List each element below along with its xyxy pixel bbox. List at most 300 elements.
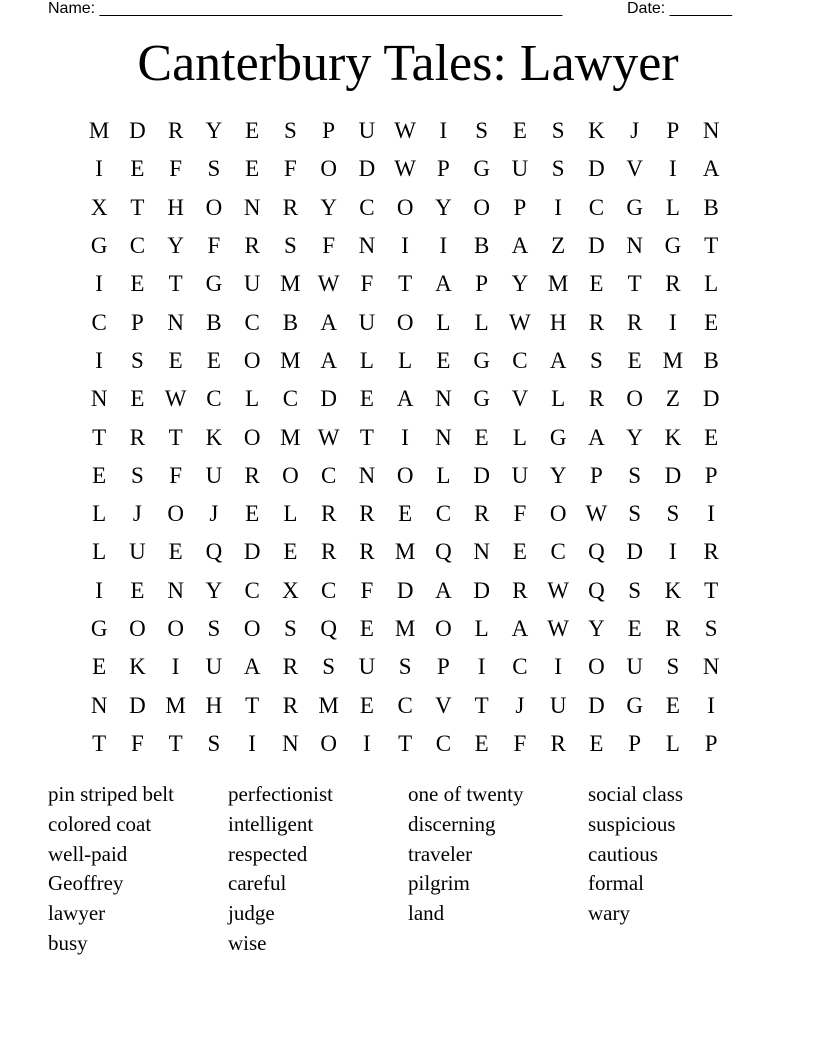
grid-letter: T <box>359 424 374 450</box>
grid-letter: L <box>665 194 680 220</box>
grid-letter: Y <box>167 233 184 259</box>
grid-letter: E <box>168 539 183 565</box>
grid-letter: T <box>168 424 183 450</box>
grid-letter: L <box>398 347 413 373</box>
grid-letter: A <box>549 347 567 373</box>
grid-letter: W <box>547 577 569 603</box>
grid-letter: C <box>244 577 260 603</box>
grid-letter: D <box>129 118 146 144</box>
grid-letter: E <box>589 730 604 756</box>
grid-letter: L <box>474 309 489 335</box>
grid-letter: E <box>589 271 604 297</box>
grid-letter: W <box>317 271 340 297</box>
word-list-item: one of twenty <box>408 782 524 806</box>
grid-letter: E <box>627 347 642 373</box>
word-list-item: cautious <box>588 841 658 866</box>
grid-letter: M <box>165 692 186 718</box>
grid-letter: C <box>397 692 413 718</box>
grid-letter: N <box>167 577 184 603</box>
grid-letter: Q <box>320 616 337 641</box>
grid-letter: I <box>439 233 448 259</box>
grid-letter: S <box>628 577 642 603</box>
word-list-item: pin striped belt <box>48 782 174 806</box>
grid-letter: I <box>401 233 409 259</box>
grid-letter: S <box>322 654 336 680</box>
word-list-item: suspicious <box>588 811 676 836</box>
word-list-item: land <box>408 901 445 926</box>
grid-letter: C <box>320 462 337 488</box>
grid-letter: S <box>551 156 565 182</box>
grid-letter: A <box>435 271 452 297</box>
grid-letter: R <box>282 692 299 718</box>
grid-letter: B <box>473 233 490 259</box>
grid-letter: O <box>129 616 146 641</box>
grid-letter: I <box>95 271 103 297</box>
grid-letter: G <box>90 616 108 641</box>
grid-letter: J <box>209 501 219 527</box>
word-list-item: careful <box>228 871 287 896</box>
grid-letter: N <box>90 386 108 412</box>
grid-letter: Z <box>665 386 680 412</box>
grid-letter: T <box>398 271 413 297</box>
grid-letter: I <box>669 156 677 182</box>
grid-letter: H <box>549 309 567 335</box>
grid-letter: R <box>703 539 719 565</box>
grid-letter: T <box>245 692 260 718</box>
grid-letter: I <box>248 730 256 756</box>
grid-letter: U <box>549 692 567 718</box>
grid-letter: R <box>244 462 260 488</box>
grid-letter: R <box>244 233 260 259</box>
grid-letter: E <box>359 616 374 641</box>
grid-letter: C <box>588 194 605 220</box>
grid-letter: W <box>394 118 416 144</box>
grid-letter: O <box>626 386 643 412</box>
grid-letter: B <box>703 194 719 220</box>
grid-letter: O <box>282 462 299 488</box>
grid-letter: C <box>244 309 260 335</box>
grid-letter: E <box>512 539 527 565</box>
grid-letter: T <box>92 730 107 756</box>
grid-letter: E <box>245 118 260 144</box>
grid-letter: W <box>509 309 531 335</box>
grid-letter: P <box>628 730 642 756</box>
grid-letter: I <box>171 654 180 680</box>
grid-letter: Q <box>588 577 605 603</box>
word-list-item: pilgrim <box>408 871 470 896</box>
grid-letter: N <box>282 730 299 756</box>
grid-letter: D <box>588 233 605 259</box>
grid-letter: L <box>512 424 527 450</box>
grid-letter: I <box>707 501 715 527</box>
grid-letter: I <box>95 156 103 182</box>
grid-letter: W <box>547 616 569 641</box>
word-list-item: colored coat <box>48 811 152 836</box>
grid-letter: S <box>130 347 144 373</box>
grid-letter: C <box>435 730 452 756</box>
grid-letter: S <box>283 118 297 144</box>
grid-letter: O <box>396 462 414 488</box>
grid-letter: L <box>92 501 107 527</box>
grid-letter: I <box>95 347 103 373</box>
word-list-item: traveler <box>408 841 473 866</box>
grid-letter: Y <box>205 118 223 144</box>
grid-letter: O <box>549 501 567 527</box>
grid-letter: Y <box>511 271 529 297</box>
grid-letter: N <box>626 233 643 259</box>
grid-letter: D <box>702 386 720 412</box>
grid-letter: D <box>626 539 643 565</box>
grid-letter: U <box>358 309 376 335</box>
grid-letter: C <box>435 501 452 527</box>
grid-letter: B <box>206 309 222 335</box>
grid-letter: N <box>435 386 452 412</box>
word-list-item: perfectionist <box>228 782 333 806</box>
word-list-item: busy <box>48 930 88 955</box>
grid-letter: S <box>666 654 680 680</box>
word-list-item: Geoffrey <box>48 871 124 896</box>
grid-letter: U <box>243 271 261 297</box>
grid-letter: I <box>95 577 103 603</box>
grid-letter: T <box>627 271 642 297</box>
grid-letter: S <box>666 501 680 527</box>
grid-letter: D <box>588 692 605 718</box>
grid-letter: T <box>130 194 145 220</box>
grid-letter: C <box>282 386 299 412</box>
date-field-label: Date: _______ <box>627 0 732 17</box>
grid-letter: E <box>130 271 145 297</box>
grid-letter: C <box>320 577 337 603</box>
grid-letter: T <box>704 577 719 603</box>
grid-letter: T <box>168 271 183 297</box>
grid-letter: A <box>511 233 529 259</box>
grid-letter: E <box>283 539 298 565</box>
grid-letter: K <box>664 424 682 450</box>
grid-letter: F <box>513 730 527 756</box>
grid-letter: F <box>169 156 183 182</box>
grid-letter: A <box>320 309 337 335</box>
grid-letter: A <box>588 424 605 450</box>
grid-letter: E <box>168 347 183 373</box>
grid-letter: D <box>320 386 337 412</box>
grid-letter: E <box>130 577 145 603</box>
grid-letter: O <box>435 616 452 641</box>
grid-letter: C <box>206 386 222 412</box>
grid-letter: D <box>664 462 682 488</box>
grid-letter: Z <box>551 233 566 259</box>
grid-letter: N <box>435 424 452 450</box>
grid-letter: P <box>436 654 450 680</box>
grid-letter: E <box>474 424 489 450</box>
grid-letter: P <box>666 118 680 144</box>
grid-letter: E <box>665 692 680 718</box>
grid-letter: K <box>205 424 223 450</box>
header <box>0 0 816 20</box>
grid-letter: R <box>473 501 490 527</box>
grid-letter: D <box>588 156 605 182</box>
grid-letter: Y <box>626 424 643 450</box>
grid-letter: G <box>473 347 490 373</box>
grid-letter: E <box>359 386 374 412</box>
grid-letter: I <box>363 730 371 756</box>
grid-letter: W <box>394 156 416 182</box>
grid-letter: O <box>396 194 414 220</box>
grid-letter: F <box>322 233 336 259</box>
grid-letter: A <box>320 347 337 373</box>
grid-letter: G <box>549 424 567 450</box>
grid-letter: E <box>436 347 451 373</box>
grid-letter: R <box>550 730 566 756</box>
word-list-item: respected <box>228 841 308 866</box>
grid-letter: F <box>283 156 297 182</box>
grid-letter: E <box>704 424 719 450</box>
grid-letter: L <box>436 462 451 488</box>
grid-letter: E <box>245 501 260 527</box>
grid-letter: P <box>589 462 603 488</box>
grid-letter: L <box>551 386 566 412</box>
grid-letter: E <box>359 692 374 718</box>
grid-letter: L <box>704 271 719 297</box>
grid-letter: V <box>435 692 452 718</box>
grid-letter: R <box>320 539 337 565</box>
grid-letter: D <box>473 577 490 603</box>
grid-letter: C <box>129 233 146 259</box>
grid-letter: J <box>132 501 142 527</box>
grid-letter: F <box>169 462 183 488</box>
grid-letter: S <box>589 347 603 373</box>
grid-letter: F <box>207 233 221 259</box>
grid-letter: O <box>396 309 414 335</box>
grid-letter: J <box>630 118 640 144</box>
grid-letter: G <box>90 233 108 259</box>
grid-letter: O <box>473 194 490 220</box>
grid-letter: A <box>396 386 414 412</box>
grid-letter: D <box>473 462 490 488</box>
grid-letter: L <box>245 386 260 412</box>
grid-letter: S <box>130 462 144 488</box>
grid-letter: R <box>626 309 643 335</box>
grid-letter: O <box>243 347 261 373</box>
word-list <box>48 780 768 959</box>
grid-letter: M <box>394 539 416 565</box>
word-list-item: judge <box>228 901 275 926</box>
grid-letter: E <box>627 616 642 641</box>
grid-letter: O <box>167 501 184 527</box>
grid-letter: O <box>320 730 337 756</box>
word-list-item: well-paid <box>48 841 128 866</box>
grid-letter: D <box>243 539 261 565</box>
grid-letter: H <box>205 692 223 718</box>
grid-letter: N <box>473 539 490 565</box>
grid-letter: B <box>703 347 719 373</box>
grid-letter: P <box>322 118 336 144</box>
grid-letter: P <box>130 309 144 335</box>
grid-letter: S <box>283 233 297 259</box>
grid-letter: U <box>205 462 223 488</box>
grid-letter: V <box>511 386 529 412</box>
grid-letter: W <box>585 501 608 527</box>
grid-letter: Y <box>205 577 223 603</box>
grid-letter: N <box>358 233 376 259</box>
grid-letter: I <box>669 539 677 565</box>
grid-letter: F <box>513 501 527 527</box>
grid-letter: M <box>547 271 569 297</box>
grid-letter: I <box>439 118 448 144</box>
grid-letter: S <box>283 616 297 641</box>
grid-letter: T <box>474 692 489 718</box>
grid-letter: U <box>129 539 146 565</box>
grid-letter: R <box>588 309 605 335</box>
grid-letter: A <box>243 654 261 680</box>
grid-letter: E <box>704 309 719 335</box>
grid-letter: B <box>282 309 299 335</box>
grid-letter: Y <box>549 462 567 488</box>
grid-letter: R <box>512 577 528 603</box>
grid-letter: L <box>283 501 298 527</box>
letter-grid <box>80 112 730 763</box>
grid-letter: I <box>401 424 409 450</box>
grid-letter: R <box>665 616 681 641</box>
grid-letter: C <box>512 654 528 680</box>
grid-letter: D <box>358 156 376 182</box>
grid-letter: N <box>243 194 261 220</box>
grid-letter: S <box>628 501 642 527</box>
grid-letter: X <box>90 194 108 220</box>
grid-letter: M <box>280 347 301 373</box>
grid-letter: I <box>554 654 562 680</box>
grid-letter: N <box>358 462 376 488</box>
grid-letter: P <box>475 271 489 297</box>
grid-letter: L <box>436 309 451 335</box>
grid-letter: A <box>702 156 720 182</box>
grid-letter: M <box>662 347 684 373</box>
grid-letter: L <box>359 347 374 373</box>
grid-letter: R <box>665 271 681 297</box>
grid-letter: O <box>320 156 337 182</box>
grid-letter: E <box>92 462 107 488</box>
grid-letter: K <box>129 654 146 680</box>
grid-letter: M <box>394 616 416 641</box>
grid-letter: C <box>359 194 375 220</box>
grid-letter: L <box>665 730 680 756</box>
grid-letter: Y <box>435 194 452 220</box>
grid-letter: R <box>320 501 337 527</box>
grid-letter: R <box>282 194 299 220</box>
grid-letter: R <box>129 424 146 450</box>
grid-letter: W <box>164 386 187 412</box>
grid-letter: P <box>704 462 718 488</box>
grid-letter: T <box>398 730 413 756</box>
grid-letter: G <box>626 692 643 718</box>
grid-letter: E <box>206 347 221 373</box>
grid-letter: G <box>473 156 490 182</box>
grid-letter: E <box>512 118 527 144</box>
grid-letter: G <box>626 194 643 220</box>
grid-letter: V <box>626 156 643 182</box>
grid-letter: R <box>359 539 375 565</box>
grid-letter: D <box>129 692 146 718</box>
grid-letter: R <box>167 118 184 144</box>
grid-letter: G <box>473 386 490 412</box>
grid-letter: I <box>669 309 677 335</box>
grid-letter: T <box>92 424 107 450</box>
grid-letter: S <box>704 616 718 641</box>
grid-letter: S <box>398 654 412 680</box>
grid-letter: S <box>207 730 221 756</box>
grid-letter: U <box>511 156 529 182</box>
grid-letter: O <box>205 194 223 220</box>
grid-letter: A <box>435 577 452 603</box>
grid-letter: N <box>90 692 108 718</box>
word-list-item: formal <box>588 871 644 896</box>
grid-letter: X <box>282 577 299 603</box>
grid-letter: G <box>205 271 223 297</box>
grid-letter: Q <box>588 539 605 565</box>
grid-letter: Y <box>320 194 337 220</box>
grid-letter: C <box>91 309 107 335</box>
word-list-item: intelligent <box>228 811 314 836</box>
grid-letter: I <box>477 654 486 680</box>
grid-letter: I <box>554 194 562 220</box>
grid-letter: M <box>280 424 301 450</box>
grid-letter: D <box>396 577 414 603</box>
grid-letter: E <box>130 156 145 182</box>
grid-letter: U <box>205 654 223 680</box>
grid-letter: T <box>704 233 719 259</box>
grid-letter: S <box>475 118 489 144</box>
grid-letter: P <box>436 156 450 182</box>
grid-letter: U <box>511 462 529 488</box>
grid-letter: F <box>360 271 374 297</box>
grid-letter: I <box>707 692 715 718</box>
grid-letter: O <box>243 424 261 450</box>
grid-letter: E <box>92 654 107 680</box>
grid-letter: O <box>167 616 184 641</box>
grid-letter: O <box>243 616 261 641</box>
grid-letter: Q <box>435 539 452 565</box>
grid-letter: C <box>512 347 528 373</box>
grid-letter: R <box>359 501 375 527</box>
grid-letter: A <box>511 616 529 641</box>
grid-letter: G <box>664 233 682 259</box>
grid-letter: M <box>280 271 301 297</box>
grid-letter: F <box>360 577 374 603</box>
grid-letter: W <box>317 424 340 450</box>
grid-letter: E <box>474 730 489 756</box>
grid-letter: U <box>358 118 376 144</box>
name-field-label: Name: ____________________________________________________ <box>48 0 563 17</box>
grid-letter: P <box>704 730 718 756</box>
grid-letter: E <box>130 386 145 412</box>
grid-letter: U <box>626 654 643 680</box>
grid-letter: R <box>588 386 605 412</box>
grid-letter: Y <box>588 616 605 641</box>
grid-letter: N <box>167 309 184 335</box>
grid-letter: R <box>282 654 299 680</box>
grid-letter: K <box>588 118 605 144</box>
word-list-item: wary <box>588 901 630 926</box>
grid-letter: L <box>92 539 107 565</box>
grid-letter: S <box>551 118 565 144</box>
page-title: Canterbury Tales: Lawyer <box>137 35 679 92</box>
grid-letter: E <box>398 501 413 527</box>
grid-letter: Q <box>205 539 223 565</box>
grid-letter: C <box>550 539 566 565</box>
word-list-item: lawyer <box>48 901 106 926</box>
grid-letter: N <box>702 118 720 144</box>
word-list-item: social class <box>588 782 684 806</box>
grid-letter: S <box>207 156 221 182</box>
